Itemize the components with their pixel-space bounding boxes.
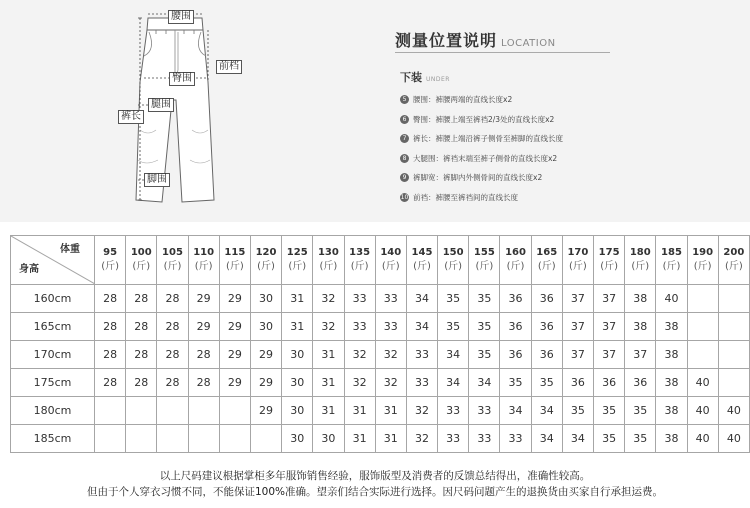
size-cell [687, 285, 718, 313]
measurement-text: 臀围：裤腰上端至裤裆2/3处的直线长度x2 [413, 114, 555, 124]
hip-label: 臀围 [169, 72, 195, 86]
weight-value: 95 [103, 247, 118, 258]
number-badge: 7 [400, 134, 409, 143]
list-item [400, 188, 563, 208]
size-cell: 36 [500, 285, 531, 313]
size-cell: 32 [344, 341, 375, 369]
weight-column-header [344, 236, 375, 285]
measurement-list [400, 90, 563, 207]
size-cell: 34 [469, 369, 500, 397]
table-row [11, 341, 750, 369]
weight-value: 115 [224, 247, 246, 258]
weight-value: 180 [629, 247, 651, 258]
weight-unit: (斤) [662, 261, 681, 272]
size-cell: 29 [219, 341, 250, 369]
weight-column-header [126, 236, 157, 285]
weight-column-header [157, 236, 188, 285]
size-cell: 29 [250, 369, 281, 397]
size-cell: 38 [656, 425, 687, 453]
weight-unit: (斤) [413, 261, 431, 272]
number-badge: 5 [400, 95, 409, 104]
weight-column-header [95, 236, 126, 285]
size-cell [157, 425, 188, 453]
size-cell: 35 [625, 425, 656, 453]
weight-column-header [656, 236, 687, 285]
size-cell: 35 [438, 285, 469, 313]
weight-value: 175 [598, 247, 620, 258]
size-cell [188, 397, 219, 425]
size-cell: 37 [594, 285, 625, 313]
size-cell: 28 [95, 285, 126, 313]
size-cell: 37 [562, 285, 593, 313]
size-cell: 40 [718, 397, 749, 425]
size-cell: 35 [469, 341, 500, 369]
size-cell: 38 [656, 341, 687, 369]
list-item [400, 129, 563, 149]
size-cell: 34 [531, 425, 562, 453]
size-cell: 33 [344, 285, 375, 313]
size-cell: 32 [375, 369, 406, 397]
size-cell: 32 [375, 341, 406, 369]
size-cell: 28 [157, 285, 188, 313]
size-chart-table [10, 235, 750, 453]
guide-title-en: LOCATION [501, 38, 556, 49]
size-cell: 34 [438, 341, 469, 369]
size-cell: 40 [687, 425, 718, 453]
size-cell [95, 425, 126, 453]
size-cell [126, 425, 157, 453]
size-cell [718, 313, 749, 341]
size-cell: 36 [531, 285, 562, 313]
height-row-label: 170cm [11, 341, 95, 369]
size-cell: 28 [126, 369, 157, 397]
title-divider [395, 52, 610, 53]
weight-unit: (斤) [225, 261, 244, 272]
size-cell: 30 [282, 397, 313, 425]
size-cell: 28 [126, 313, 157, 341]
size-cell: 28 [157, 313, 188, 341]
guide-subtitle [400, 66, 450, 85]
size-cell [718, 341, 749, 369]
measurement-text: 裤长：裤腰上端沿裤子侧骨至裤脚的直线长度 [413, 134, 563, 144]
size-cell: 33 [375, 285, 406, 313]
weight-value: 170 [567, 247, 589, 258]
weight-value: 135 [349, 247, 371, 258]
weight-unit: (斤) [600, 261, 618, 272]
size-cell: 31 [375, 425, 406, 453]
size-cell: 31 [313, 369, 344, 397]
size-cell: 29 [250, 397, 281, 425]
size-cell: 38 [656, 313, 687, 341]
weight-column-header [594, 236, 625, 285]
size-cell: 35 [500, 369, 531, 397]
weight-column-header [406, 236, 437, 285]
weight-unit: (斤) [257, 261, 275, 272]
size-cell: 37 [594, 341, 625, 369]
size-cell: 33 [375, 313, 406, 341]
size-cell: 34 [531, 397, 562, 425]
weight-value: 125 [286, 247, 308, 258]
weight-value: 190 [692, 247, 714, 258]
size-cell: 38 [656, 397, 687, 425]
weight-column-header [219, 236, 250, 285]
weight-unit: (斤) [319, 261, 338, 272]
number-badge: 8 [400, 154, 409, 163]
weight-column-header [718, 236, 749, 285]
number-badge: 6 [400, 115, 409, 124]
height-row-label: 175cm [11, 369, 95, 397]
height-row-label: 180cm [11, 397, 95, 425]
number-badge: 9 [400, 173, 409, 182]
size-cell: 37 [625, 341, 656, 369]
size-cell: 36 [500, 313, 531, 341]
size-cell [188, 425, 219, 453]
rise-label: 前档 [216, 60, 242, 74]
weight-column-header [188, 236, 219, 285]
size-cell: 35 [562, 397, 593, 425]
size-cell: 32 [406, 425, 437, 453]
table-row [11, 313, 750, 341]
size-cell: 40 [687, 369, 718, 397]
size-cell: 29 [250, 341, 281, 369]
size-cell: 32 [313, 313, 344, 341]
size-chart-body [11, 236, 750, 453]
size-cell: 29 [188, 313, 219, 341]
size-cell: 35 [594, 425, 625, 453]
size-cell: 28 [188, 369, 219, 397]
size-cell: 32 [344, 369, 375, 397]
guide-title [395, 28, 556, 51]
weight-unit: (斤) [132, 261, 151, 272]
size-cell: 35 [531, 369, 562, 397]
height-header: 身高 [19, 264, 39, 275]
size-cell [687, 341, 718, 369]
weight-value: 100 [130, 247, 152, 258]
weight-value: 145 [411, 247, 433, 258]
weight-unit: (斤) [194, 261, 213, 272]
length-label: 裤长 [118, 110, 144, 124]
weight-unit: (斤) [693, 261, 712, 272]
size-cell: 36 [594, 369, 625, 397]
size-cell: 40 [687, 397, 718, 425]
size-cell: 30 [282, 341, 313, 369]
list-item [400, 90, 563, 110]
size-cell [687, 313, 718, 341]
weight-value: 130 [317, 247, 339, 258]
size-cell [718, 369, 749, 397]
size-cell: 29 [219, 313, 250, 341]
size-cell: 29 [219, 369, 250, 397]
waist-label: 腰围 [168, 10, 194, 24]
table-row [11, 397, 750, 425]
size-cell: 28 [126, 285, 157, 313]
height-row-label: 160cm [11, 285, 95, 313]
weight-unit: (斤) [506, 261, 525, 272]
size-cell: 28 [157, 341, 188, 369]
size-cell: 31 [344, 397, 375, 425]
number-badge: 10 [400, 193, 409, 201]
size-cell: 33 [344, 313, 375, 341]
guide-subtitle-en: UNDER [426, 76, 450, 83]
weight-unit: (斤) [537, 261, 556, 272]
size-cell [718, 285, 749, 313]
weight-unit: (斤) [381, 261, 400, 272]
weight-unit: (斤) [163, 261, 182, 272]
guide-title-text: 测量位置说明 [395, 31, 498, 50]
list-item [400, 149, 563, 169]
size-cell [219, 397, 250, 425]
weight-column-header [250, 236, 281, 285]
size-cell: 30 [282, 369, 313, 397]
weight-column-header [687, 236, 718, 285]
size-cell: 34 [406, 285, 437, 313]
footer-note-2: 但由于个人穿衣习惯不同，不能保证100%准确。望亲们结合实际进行选择。因尺码问题产生的退换货由买家自行承担运费。 [86, 486, 664, 498]
pants-diagram [110, 10, 270, 215]
weight-value: 140 [380, 247, 402, 258]
weight-column-header [500, 236, 531, 285]
weight-header: 体重 [60, 244, 80, 255]
weight-value: 110 [193, 247, 215, 258]
measurement-text: 大腿围：裤裆末端至裤子侧骨的直线长度x2 [413, 153, 558, 163]
size-cell: 31 [282, 313, 313, 341]
size-cell: 33 [406, 341, 437, 369]
size-cell: 28 [157, 369, 188, 397]
weight-unit: (斤) [444, 261, 463, 272]
footer-note-1: 以上尺码建议根据掌柜多年服饰销售经验，服饰版型及消费者的反馈总结得出，准确性较高。 [159, 470, 591, 482]
weight-value: 160 [505, 247, 526, 258]
weight-column-header [469, 236, 500, 285]
header-corner-cell [11, 236, 95, 285]
size-cell: 34 [562, 425, 593, 453]
weight-unit: (斤) [288, 261, 307, 272]
weight-unit: (斤) [101, 261, 119, 272]
measurement-text: 前裆：裤腰至裤裆间的直线长度 [413, 192, 518, 202]
size-cell: 36 [531, 341, 562, 369]
weight-value: 155 [473, 247, 495, 258]
size-cell [219, 425, 250, 453]
size-cell: 28 [95, 369, 126, 397]
hem-label: 脚围 [144, 173, 170, 187]
weight-column-header [313, 236, 344, 285]
size-cell: 38 [625, 285, 656, 313]
weight-unit: (斤) [631, 261, 650, 272]
weight-column-header [562, 236, 593, 285]
size-cell: 30 [250, 313, 281, 341]
table-row [11, 285, 750, 313]
size-cell [95, 397, 126, 425]
weight-column-header [375, 236, 406, 285]
size-cell: 33 [469, 425, 500, 453]
list-item [400, 110, 563, 130]
weight-value: 120 [255, 247, 277, 258]
size-cell: 36 [531, 313, 562, 341]
size-cell: 36 [562, 369, 593, 397]
size-cell: 32 [313, 285, 344, 313]
measurement-text: 裤脚宽：裤脚内外侧骨间的直线长度x2 [413, 173, 543, 183]
weight-column-header [438, 236, 469, 285]
size-cell: 35 [469, 313, 500, 341]
size-cell: 38 [625, 313, 656, 341]
size-cell: 37 [594, 313, 625, 341]
height-row-label: 185cm [11, 425, 95, 453]
size-cell [126, 397, 157, 425]
size-cell: 36 [625, 369, 656, 397]
size-cell [157, 397, 188, 425]
weight-unit: (斤) [569, 261, 587, 272]
list-item [400, 168, 563, 188]
size-cell: 29 [188, 285, 219, 313]
size-cell: 36 [500, 341, 531, 369]
weight-value: 165 [536, 247, 558, 258]
size-cell: 31 [313, 341, 344, 369]
size-cell: 40 [718, 425, 749, 453]
size-cell: 29 [219, 285, 250, 313]
guide-subtitle-text: 下装 [400, 71, 422, 84]
weight-unit: (斤) [475, 261, 494, 272]
size-cell: 34 [406, 313, 437, 341]
size-cell: 34 [500, 397, 531, 425]
size-cell: 35 [625, 397, 656, 425]
thigh-label: 腿围 [148, 98, 174, 112]
size-cell: 33 [469, 397, 500, 425]
table-row [11, 425, 750, 453]
size-cell: 33 [438, 397, 469, 425]
weight-column-header [625, 236, 656, 285]
size-cell: 28 [188, 341, 219, 369]
weight-value: 150 [442, 247, 464, 258]
weight-value: 185 [661, 247, 682, 258]
size-cell: 28 [95, 341, 126, 369]
measurement-text: 腰围：裤腰两端的直线长度x2 [413, 95, 513, 105]
size-cell: 32 [406, 397, 437, 425]
table-row [11, 369, 750, 397]
size-cell: 31 [375, 397, 406, 425]
weight-value: 200 [723, 247, 745, 258]
weight-unit: (斤) [724, 261, 743, 272]
size-cell: 40 [656, 285, 687, 313]
weight-column-header [531, 236, 562, 285]
weight-unit: (斤) [350, 261, 369, 272]
size-cell: 31 [344, 425, 375, 453]
size-cell: 37 [562, 313, 593, 341]
size-cell [250, 425, 281, 453]
size-cell: 37 [562, 341, 593, 369]
size-cell: 38 [656, 369, 687, 397]
size-cell: 34 [438, 369, 469, 397]
size-cell: 33 [438, 425, 469, 453]
size-cell: 35 [438, 313, 469, 341]
size-cell: 30 [282, 425, 313, 453]
table-header-row [11, 236, 750, 285]
height-row-label: 165cm [11, 313, 95, 341]
size-cell: 33 [406, 369, 437, 397]
size-cell: 33 [500, 425, 531, 453]
measurement-guide-panel [0, 0, 750, 222]
size-cell: 28 [95, 313, 126, 341]
size-cell: 35 [594, 397, 625, 425]
size-cell: 30 [313, 425, 344, 453]
weight-value: 105 [162, 247, 183, 258]
size-cell: 30 [250, 285, 281, 313]
size-cell: 31 [282, 285, 313, 313]
weight-column-header [282, 236, 313, 285]
size-cell: 28 [126, 341, 157, 369]
size-cell: 31 [313, 397, 344, 425]
size-cell: 35 [469, 285, 500, 313]
